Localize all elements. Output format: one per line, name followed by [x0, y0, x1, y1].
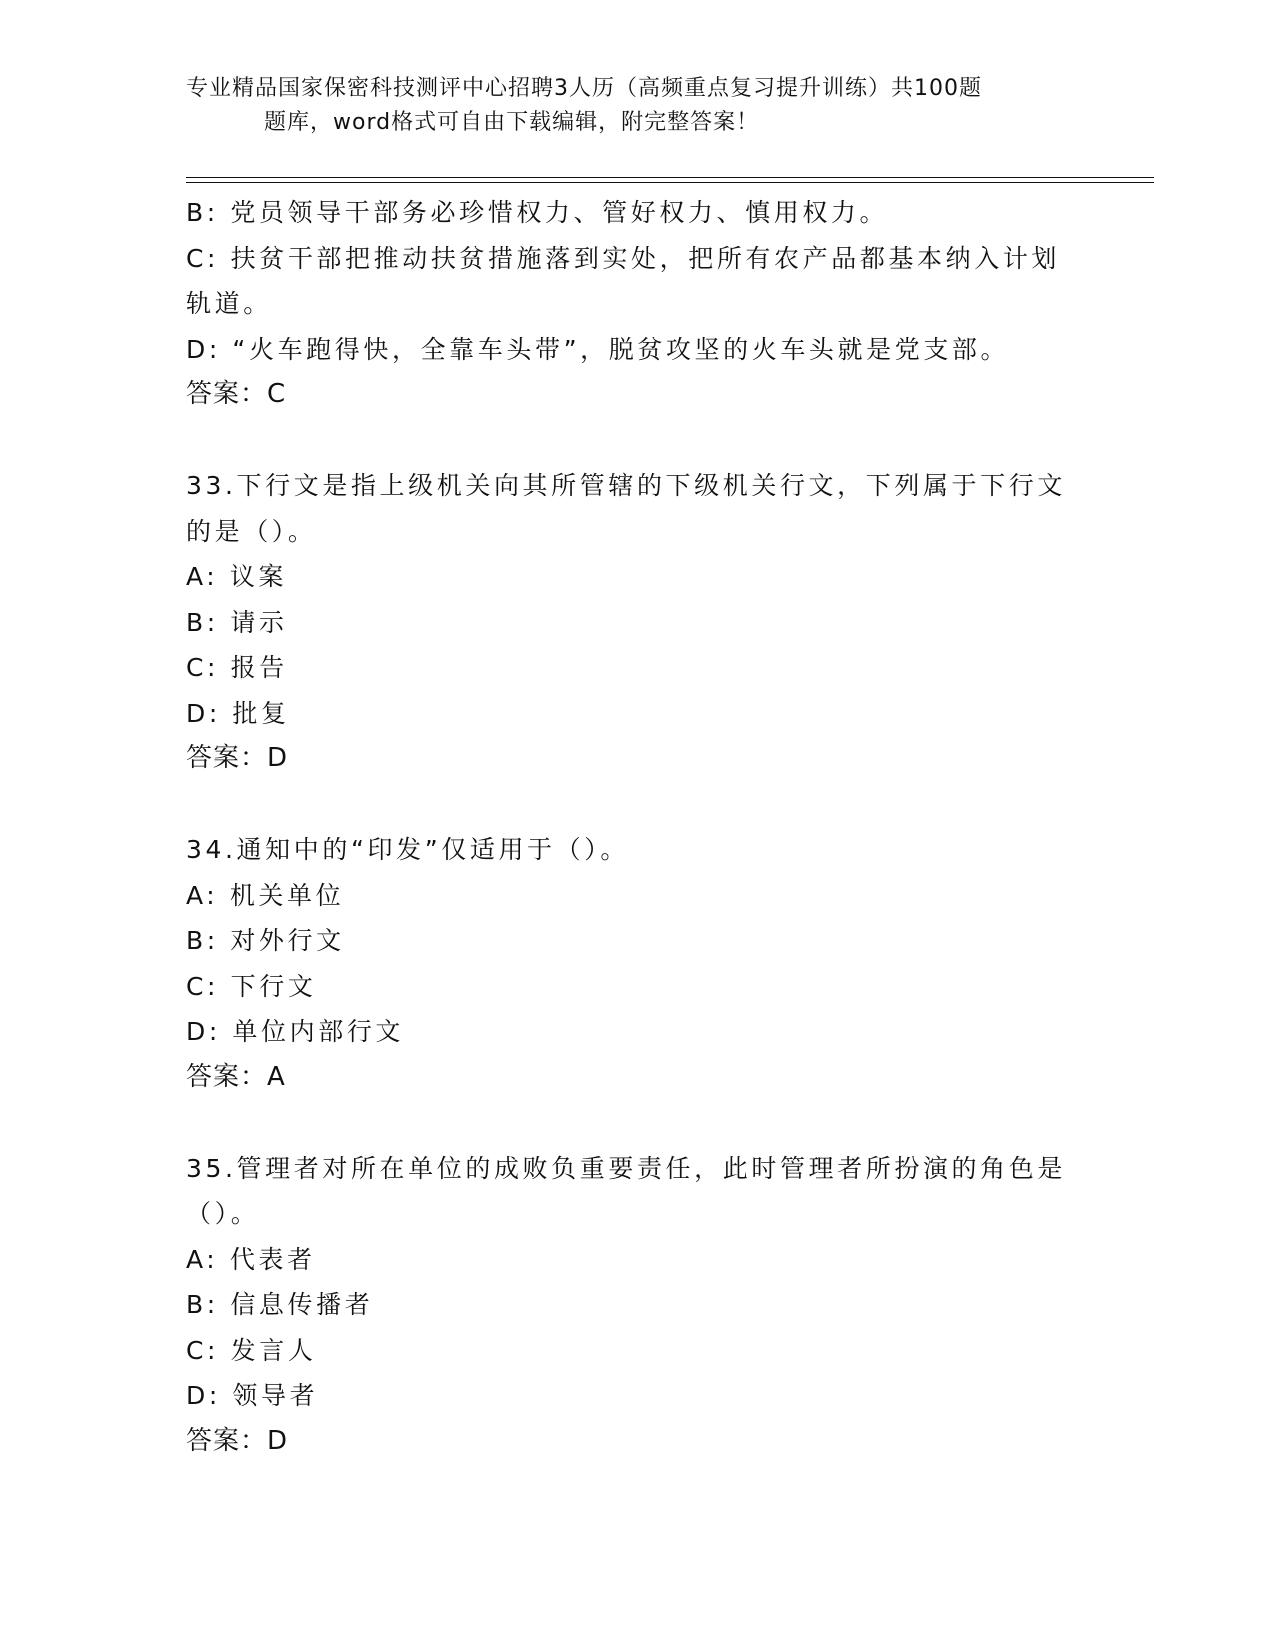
option-d: D: 单位内部行文 — [186, 1017, 405, 1046]
spacer — [186, 782, 1086, 828]
spacer — [186, 418, 1086, 464]
option-c: C: 下行文 — [186, 971, 317, 1001]
option-b: B: 党员领导干部务必珍惜权力、管好权力、慎用权力。 — [186, 198, 889, 227]
question-34 — [186, 827, 1086, 1100]
answer-line: 答案：D — [186, 1425, 289, 1456]
question-stem: 35.管理者对所在单位的成败负重要责任，此时管理者所扮演的角色是 — [186, 1153, 1066, 1183]
header-divider-bottom — [186, 182, 1154, 183]
question-stem-continued: （）。 — [186, 1199, 260, 1228]
question-35 — [186, 1146, 1086, 1465]
option-a: A: 议案 — [186, 562, 288, 591]
option-c: C: 扶贫干部把推动扶贫措施落到实处，把所有农产品都基本纳入计划 — [186, 243, 1061, 273]
spacer — [186, 1100, 1086, 1146]
option-b: B: 对外行文 — [186, 926, 345, 955]
option-d: D: “火车跑得快，全靠车头带”，脱贫攻坚的火车头就是党支部。 — [186, 334, 1010, 364]
question-33 — [186, 463, 1086, 782]
question-stem: 33.下行文是指上级机关向其所管辖的下级机关行文，下列属于下行文 — [186, 471, 1066, 500]
question-stem-continued: 的是（）。 — [186, 516, 317, 546]
option-c: C: 发言人 — [186, 1335, 317, 1365]
answer-line: 答案：A — [186, 1061, 286, 1092]
answer-line: 答案：C — [186, 379, 287, 409]
header-title-line-1: 专业精品国家保密科技测评中心招聘3人历（高频重点复习提升训练）共100题 — [186, 76, 982, 101]
header-title-line-2: 题库，word格式可自由下载编辑，附完整答案！ — [264, 110, 760, 135]
question-stem: 34.通知中的“印发”仅适用于（）。 — [186, 835, 629, 864]
option-b: B: 请示 — [186, 607, 288, 637]
previous-question-block — [186, 190, 1086, 418]
option-c: C: 报告 — [186, 653, 288, 682]
option-d: D: 批复 — [186, 698, 290, 728]
question-content — [186, 190, 1086, 1464]
header-divider-top — [186, 177, 1154, 178]
option-b: B: 信息传播者 — [186, 1290, 374, 1319]
option-a: A: 机关单位 — [186, 880, 345, 910]
option-a: A: 代表者 — [186, 1244, 316, 1274]
option-c-continued: 轨道。 — [186, 289, 272, 318]
answer-line: 答案：D — [186, 743, 289, 773]
document-header — [186, 72, 1066, 140]
option-d: D: 领导者 — [186, 1381, 319, 1410]
